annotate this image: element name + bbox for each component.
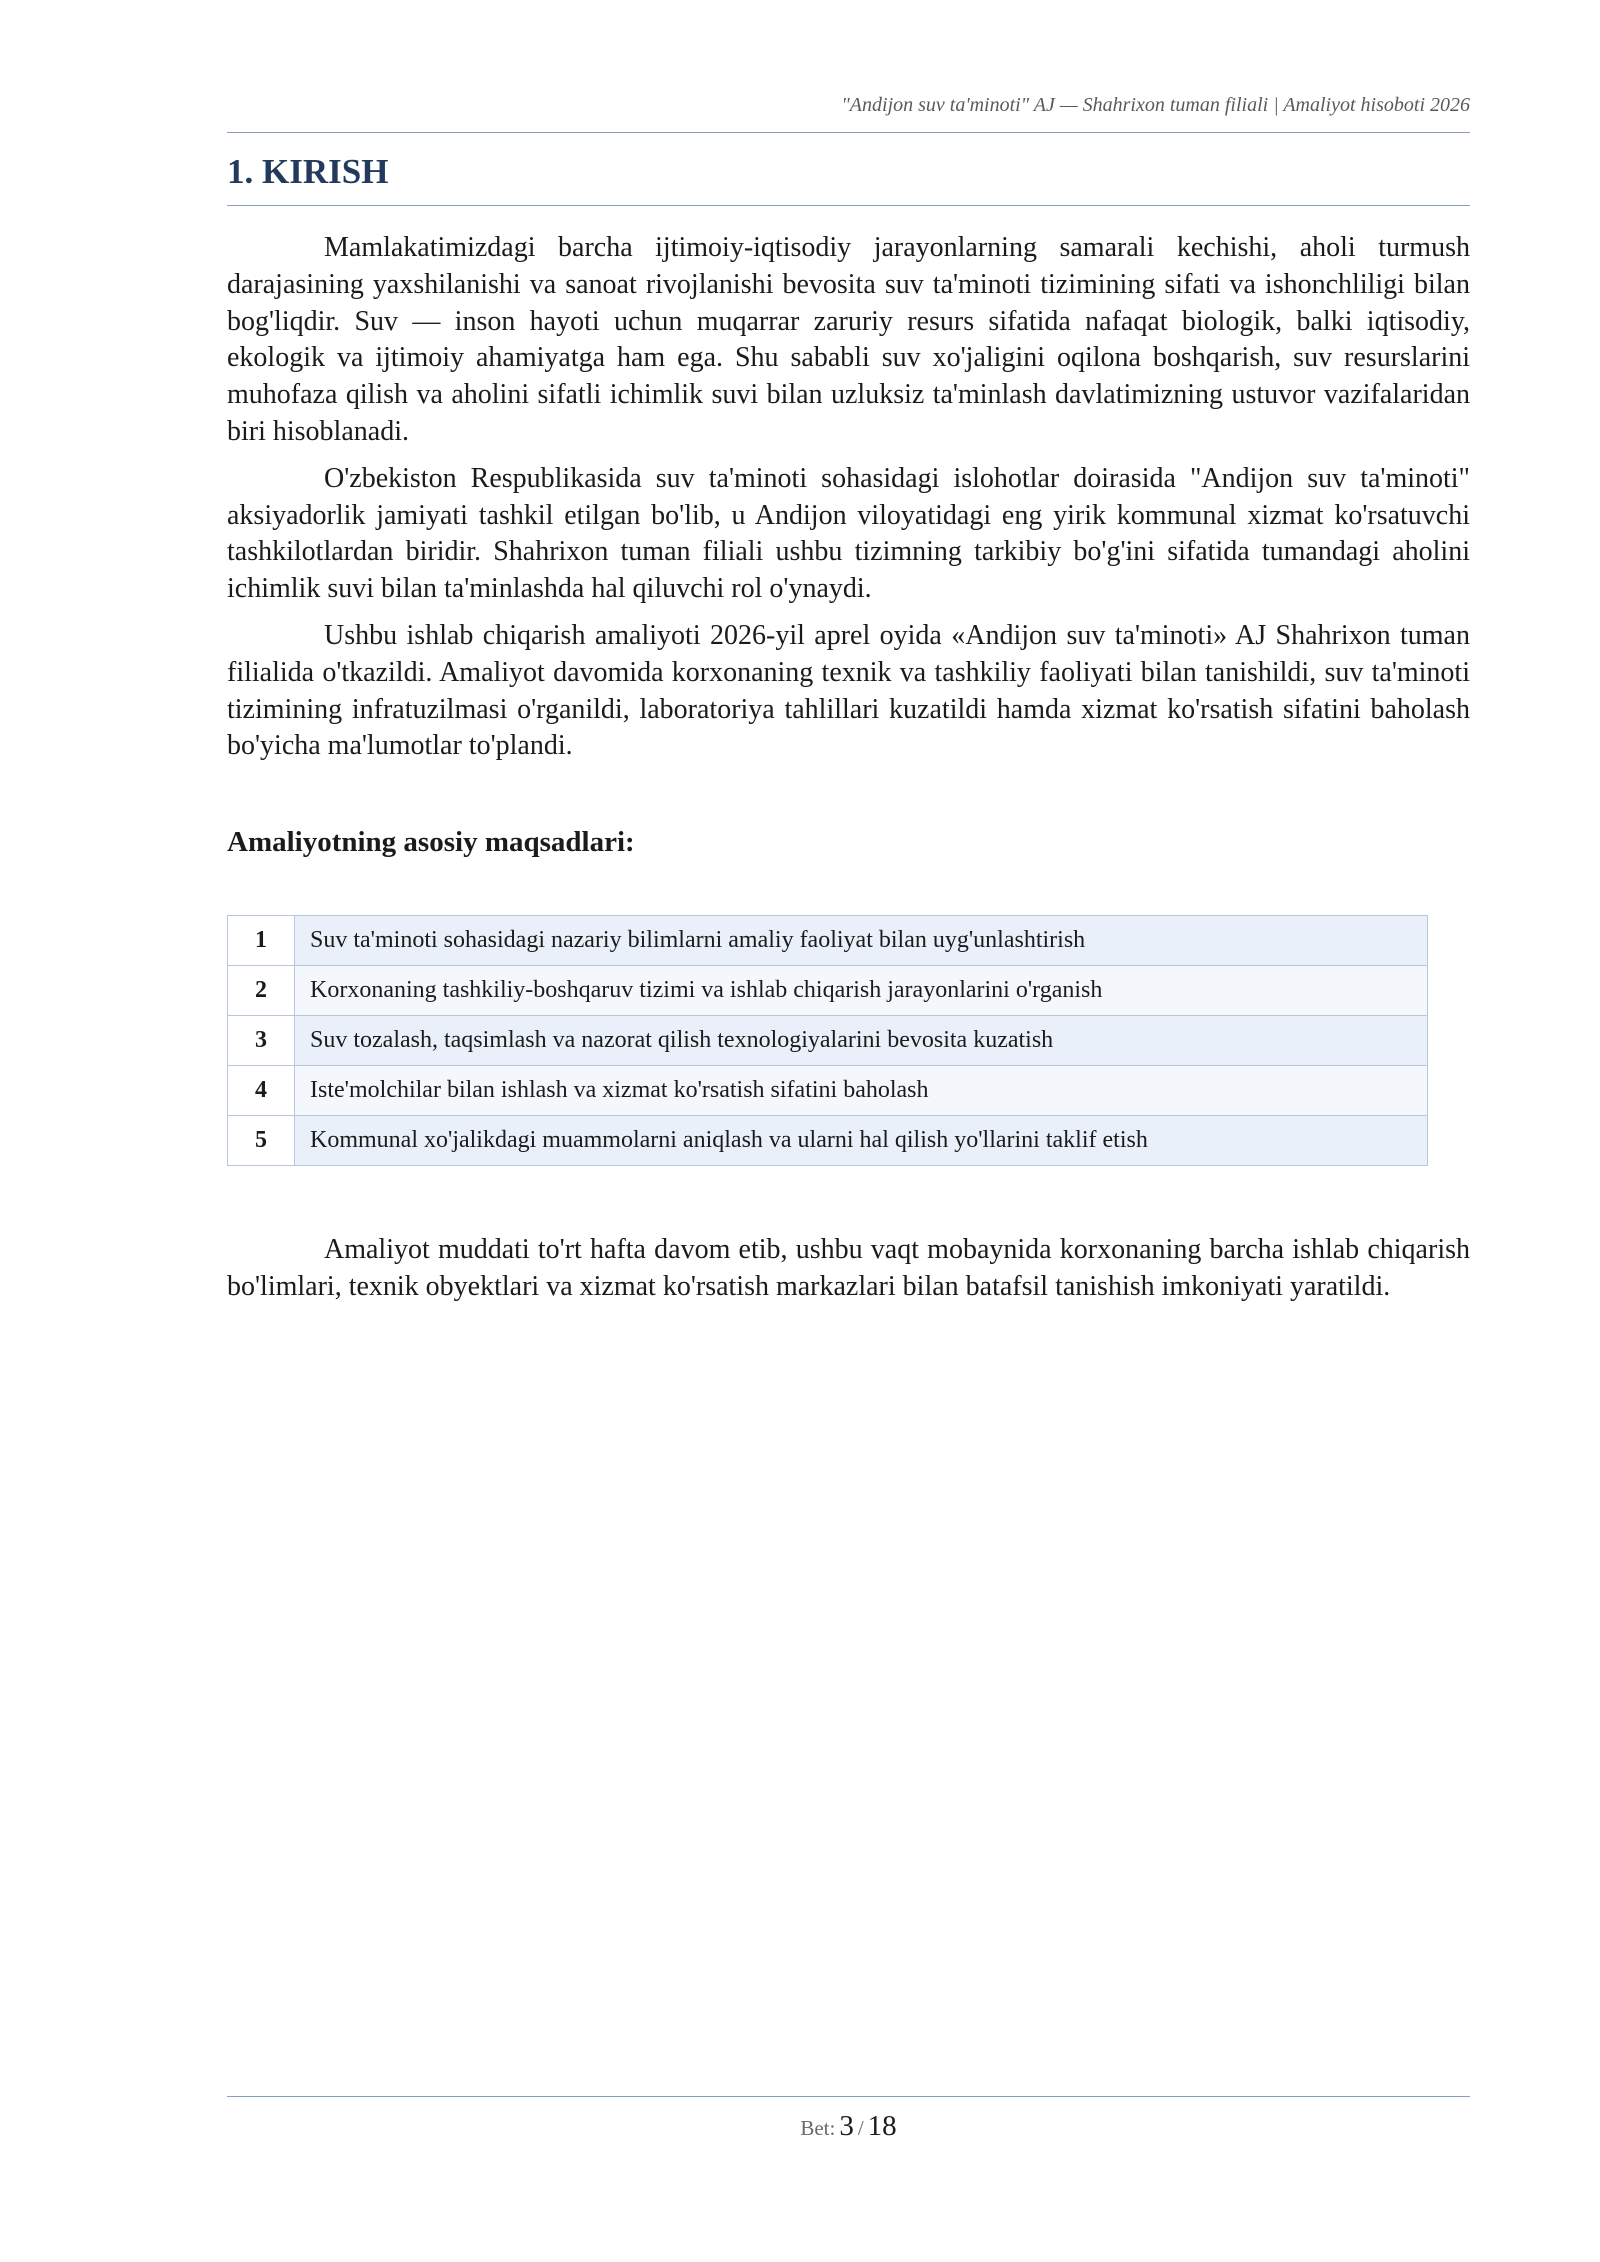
paragraph: Amaliyot muddati to'rt hafta davom etib, ushbu vaqt mobaynida korxonaning barcha ishlab chiqarish bo'limlari, texnik obyektlari va xizmat ko'rsatish markazlari bilan batafsil tanishish imkoniyati yaratildi. [227,1234,1470,1302]
document-page [227,0,1470,2262]
paragraph: Mamlakatimizdagi barcha ijtimoiy-iqtisodiy jarayonlarning samarali kechishi, aholi turmush darajasining yaxshilanishi va sanoat rivojlanishi bevosita suv ta'minoti tizimining sifati va ishonchliligi bilan bog'liqdir. Suv — inson hayoti uchun muqarrar zaruriy resurs sifatida nafaqat biologik, balki iqtisodiy, ekologik va ijtimoiy ahamiyatga ham ega. Shu sababli suv xo'jaligini oqilona boshqarish, suv resurslarini muhofaza qilish va aholini sifatli ichimlik suvi bilan uzluksiz ta'minlash davlatimizning ustuvor vazifalaridan biri hisoblanadi. [227,232,1470,447]
goal-text: Korxonaning tashkiliy-boshqaruv tizimi va ishlab chiqarish jarayonlarini o'rganish [295,966,1428,1016]
table-row [228,1016,1428,1066]
goal-number: 5 [228,1116,295,1166]
goal-text: Kommunal xo'jalikdagi muammolarni aniqlash va ularni hal qilish yo'llarini taklif etish [295,1116,1428,1166]
closing-text [227,1232,1470,1316]
goal-text: Iste'molchilar bilan ishlash va xizmat ko'rsatish sifatini baholash [295,1066,1428,1116]
page-label: Bet: [800,2116,836,2140]
title-divider [227,205,1470,206]
page-separator: / [857,2116,864,2140]
header-divider [227,132,1470,133]
page-number [227,2110,1470,2143]
goals-table [227,915,1428,1166]
intro-text [227,230,1470,775]
section-title: 1. KIRISH [227,152,389,191]
goal-text: Suv ta'minoti sohasidagi nazariy bilimlarni amaliy faoliyat bilan uyg'unlashtirish [295,916,1428,966]
paragraph: O'zbekiston Respublikasida suv ta'minoti sohasidagi islohotlar doirasida "Andijon suv ta'minoti" aksiyadorlik jamiyati tashkil etilgan bo'lib, u Andijon viloyatidagi eng yirik kommunal xizmat ko'rsatuvchi tashkilotlardan biridir. Shahrixon tuman filiali ushbu tizimning tarkibiy bo'g'ini sifatida tumandagi aholini ichimlik suvi bilan ta'minlashda hal qiluvchi rol o'ynaydi. [227,462,1470,605]
goal-number: 3 [228,1016,295,1066]
goal-number: 1 [228,916,295,966]
goals-heading: Amaliyotning asosiy maqsadlari: [227,826,635,858]
footer-divider [227,2096,1470,2097]
table-row [228,916,1428,966]
goal-text: Suv tozalash, taqsimlash va nazorat qilish texnologiyalarini bevosita kuzatish [295,1016,1428,1066]
goal-number: 2 [228,966,295,1016]
current-page: 3 [839,2110,854,2142]
table-row [228,1116,1428,1166]
running-header: "Andijon suv ta'minoti" AJ — Shahrixon tuman filiali | Amaliyot hisoboti 2026 [841,94,1470,116]
table-row [228,1066,1428,1116]
goal-number: 4 [228,1066,295,1116]
paragraph: Ushbu ishlab chiqarish amaliyoti 2026-yil aprel oyida «Andijon suv ta'minoti» AJ Shahrixon tuman filialida o'tkazildi. Amaliyot davomida korxonaning texnik va tashkiliy faoliyati bilan tanishildi, suv ta'minoti tizimining infratuzilmasi o'rganildi, laboratoriya tahlillari kuzatildi hamda xizmat ko'rsatish sifatini baholash bo'yicha ma'lumotlar to'plandi. [227,619,1470,762]
total-pages: 18 [867,2110,897,2142]
table-row [228,966,1428,1016]
